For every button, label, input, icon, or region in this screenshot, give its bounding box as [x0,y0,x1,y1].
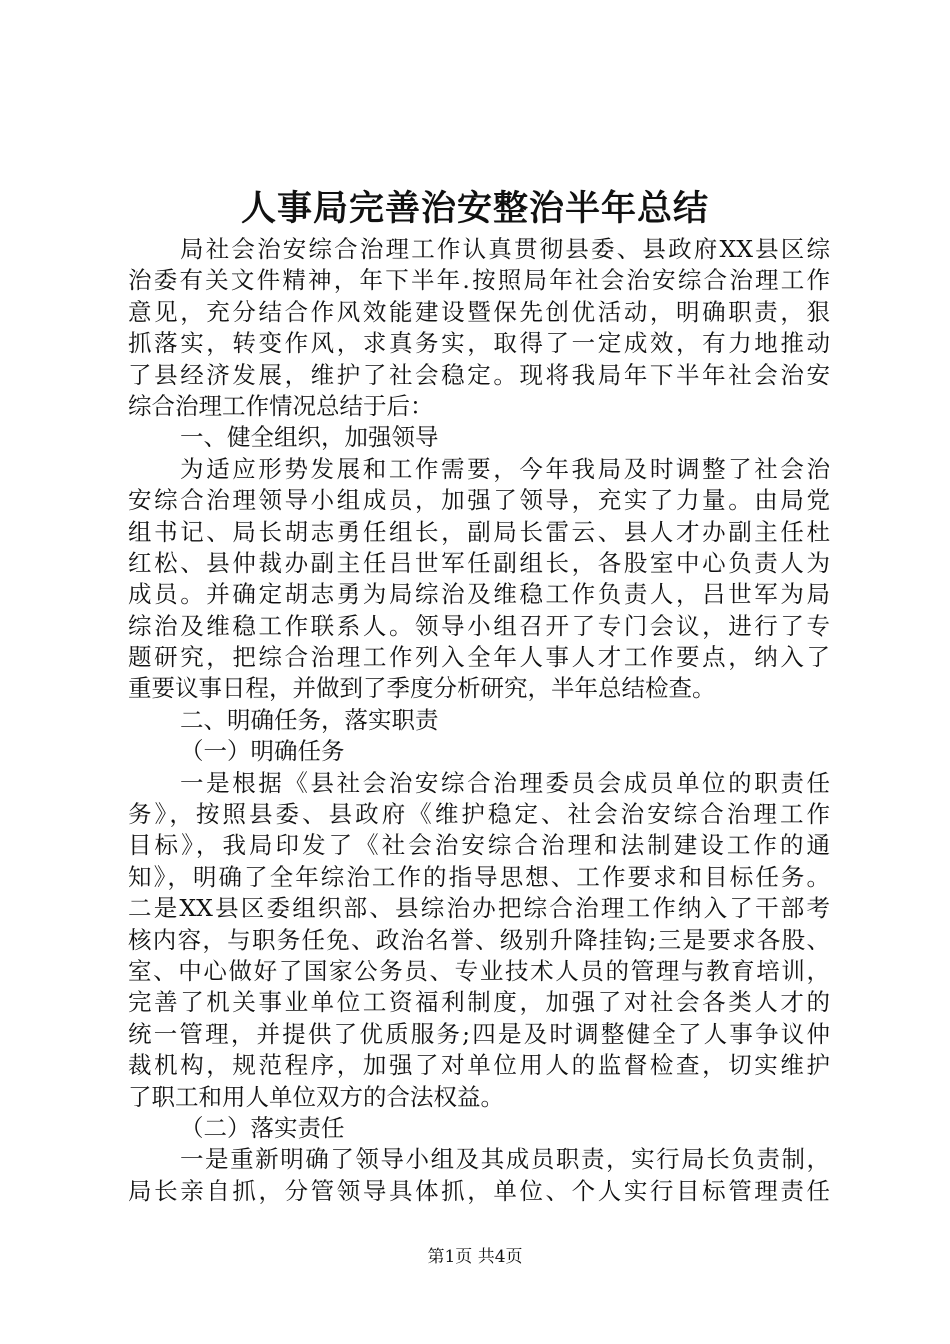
paragraph-line: 意见，充分结合作风效能建设暨保先创优活动，明确职责，狠 [128,297,830,326]
paragraph-line: 知》，明确了全年综治工作的指导思想、工作要求和目标任务。 [128,862,830,891]
paragraph-line: 核内容，与职务任免、政治名誉、级别升降挂钩;三是要求各股、 [128,925,830,954]
paragraph-line: 完善了机关事业单位工资福利制度，加强了对社会各类人才的 [128,988,830,1017]
paragraph-line: 局长亲自抓，分管领导具体抓，单位、个人实行目标管理责任 [128,1176,830,1205]
paragraph-line: 安综合治理领导小组成员，加强了领导，充实了力量。由局党 [128,486,830,515]
subsection-heading-1: （一）明确任务 [180,737,345,766]
paragraph-line: 抓落实，转变作风，求真务实，取得了一定成效，有力地推动 [128,329,830,358]
paragraph-line: 为适应形势发展和工作需要，今年我局及时调整了社会治 [180,454,830,483]
paragraph-line: 重要议事日程，并做到了季度分析研究，半年总结检查。 [128,674,716,703]
paragraph-line: 了职工和用人单位双方的合法权益。 [128,1082,504,1111]
paragraph-line: 一是根据《县社会治安综合治理委员会成员单位的职责任 [180,768,830,797]
document-body [128,234,830,1207]
paragraph-line: 红松、县仲裁办副主任吕世军任副组长，各股室中心负责人为 [128,548,830,577]
paragraph-line: 务》，按照县委、县政府《维护稳定、社会治安综合治理工作 [128,800,830,829]
paragraph-line: 综合治理工作情况总结于后： [128,391,434,420]
paragraph-line: 局社会治安综合治理工作认真贯彻县委、县政府XX县区综 [180,235,830,263]
paragraph-line: 题研究，把综合治理工作列入全年人事人才工作要点，纳入了 [128,643,830,672]
document-title: 人事局完善治安整治半年总结 [240,188,709,229]
paragraph-line: 裁机构，规范程序，加强了对单位用人的监督检查，切实维护 [128,1051,830,1080]
section-heading-1: 一、健全组织，加强领导 [180,423,439,452]
paragraph-line: 二是XX县区委组织部、县综治办把综合治理工作纳入了干部考 [128,894,830,923]
paragraph-line: 治委有关文件精神，年下半年.按照局年社会治安综合治理工作 [128,266,830,295]
page-footer: 第1页 共4页 [427,1247,523,1267]
paragraph-line: 组书记、局长胡志勇任组长，副局长雷云、县人才办副主任杜 [128,517,830,546]
subsection-heading-2: （二）落实责任 [180,1113,345,1142]
section-heading-2: 二、明确任务，落实职责 [180,705,439,734]
paragraph-line: 一是重新明确了领导小组及其成员职责，实行局长负责制， [180,1145,830,1174]
paragraph-line: 综治及维稳工作联系人。领导小组召开了专门会议，进行了专 [128,611,830,640]
paragraph-line: 了县经济发展，维护了社会稳定。现将我局年下半年社会治安 [128,360,830,389]
paragraph-line: 统一管理，并提供了优质服务;四是及时调整健全了人事争议仲 [128,1019,830,1048]
paragraph-line: 目标》，我局印发了《社会治安综合治理和法制建设工作的通 [128,831,830,860]
paragraph-line: 室、中心做好了国家公务员、专业技术人员的管理与教育培训， [128,956,830,985]
paragraph-line: 成员。并确定胡志勇为局综治及维稳工作负责人，吕世军为局 [128,580,830,609]
